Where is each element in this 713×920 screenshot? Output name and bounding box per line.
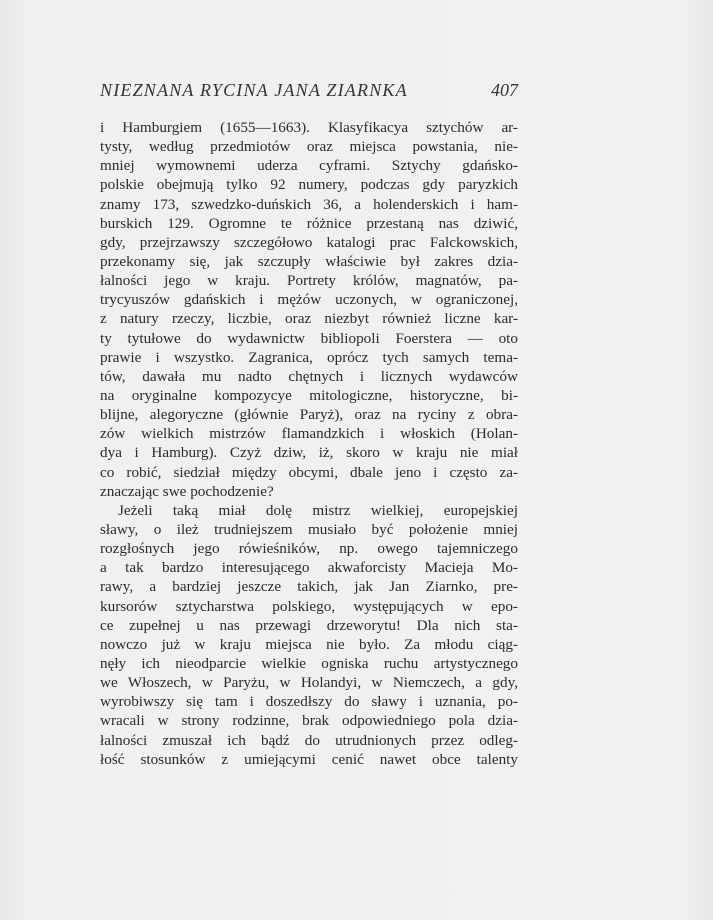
text-line: ty tytułowe do wydawnictw bibliopoli Foerstera — oto [100,329,518,347]
text-line: blijne, alegoryczne (głównie Paryż), oraz na ryciny z obra- [100,406,518,424]
text-line: prawie i wszystko. Zagranica, oprócz tych samych tema- [100,348,518,366]
text-line: kursorów sztycharstwa polskiego, występujących w epo- [100,597,518,615]
text-line: burskich 129. Ogromne te różnice przestaną nas dziwić, [100,214,518,232]
text-line: znamy 173, szwedzko-duńskich 36, a holenderskich i ham- [100,195,518,213]
text-line: zów wielkich mistrzów flamandzkich i włoskich (Holan- [100,425,518,443]
text-line: nowczo już w kraju miejsca nie było. Za młodu ciąg- [100,635,518,653]
text-line: znaczając swe pochodzenie? [100,482,274,500]
text-line: tysty, według przedmiotów oraz miejsca powstania, nie- [100,138,518,156]
page-header [100,76,518,106]
text-line: i Hamburgiem (1655—1663). Klasyfikacya sztychów ar- [100,119,518,136]
text-line: wracali w strony rodzinne, brak odpowiedniego pola dzia- [100,712,518,730]
text-line: nęły ich nieodparcie wielkie ogniska ruchu artystycznego [100,654,518,672]
text-line: trycyuszów gdańskich i mężów uczonych, w ograniczonej, [100,291,518,309]
text-line: łalności zmuszał ich bądź do utrudnionych przez odleg- [100,731,518,749]
body-text [100,118,518,769]
text-line: co robić, siedział między obcymi, dbale jeno i często za- [100,463,518,481]
text-line: z natury rzeczy, liczbie, oraz niezbyt również liczne kar- [100,310,518,328]
text-line: tów, dawała mu nadto chętnych i licznych wydawców [100,367,518,385]
text-line: sławy, o ileż trudniejszem musiało być położenie mniej [100,520,518,538]
text-line: wyrobiwszy się tam i doszedłszy do sławy i uznania, po- [100,693,518,711]
text-line: a tak bardzo interesującego akwaforcisty Macieja Mo- [100,559,518,577]
paragraph-start-line: Jeżeli taką miał dolę mistrz wielkiej, europejskiej [118,501,518,519]
text-line: na oryginalne kompozycye mitologiczne, historyczne, bi- [100,386,518,404]
text-line: przekonamy się, jak szczupły właściwie był zakres dzia- [100,252,518,270]
text-line: łość stosunków z umiejącymi cenić nawet obce talenty [100,750,518,768]
text-line: gdy, przejrzawszy szczegółowo katalogi prac Falckowskich, [100,233,518,251]
text-line: łalności jego w kraju. Portrety królów, magnatów, pa- [100,272,518,290]
text-line: dya i Hamburg). Czyż dziw, iż, skoro w kraju nie miał [100,444,518,462]
text-line: mniej wymownemi uderza cyframi. Sztychy gdańsko- [100,157,518,175]
running-title: NIEZNANA RYCINA JANA ZIARNKA [100,80,408,100]
page-number: 407 [491,80,518,100]
text-line: ce zupełnej u nas przewagi drzeworytu! Dla nich sta- [100,616,518,634]
text-line: we Włoszech, w Paryżu, w Holandyi, w Niemczech, a gdy, [100,674,518,692]
text-line: polskie obejmują tylko 92 numery, podczas gdy paryzkich [100,176,518,194]
text-line: rozgłośnych jego rówieśników, np. owego tajemniczego [100,540,518,558]
text-line: rawy, a bardziej jeszcze takich, jak Jan Ziarnko, pre- [100,578,518,596]
